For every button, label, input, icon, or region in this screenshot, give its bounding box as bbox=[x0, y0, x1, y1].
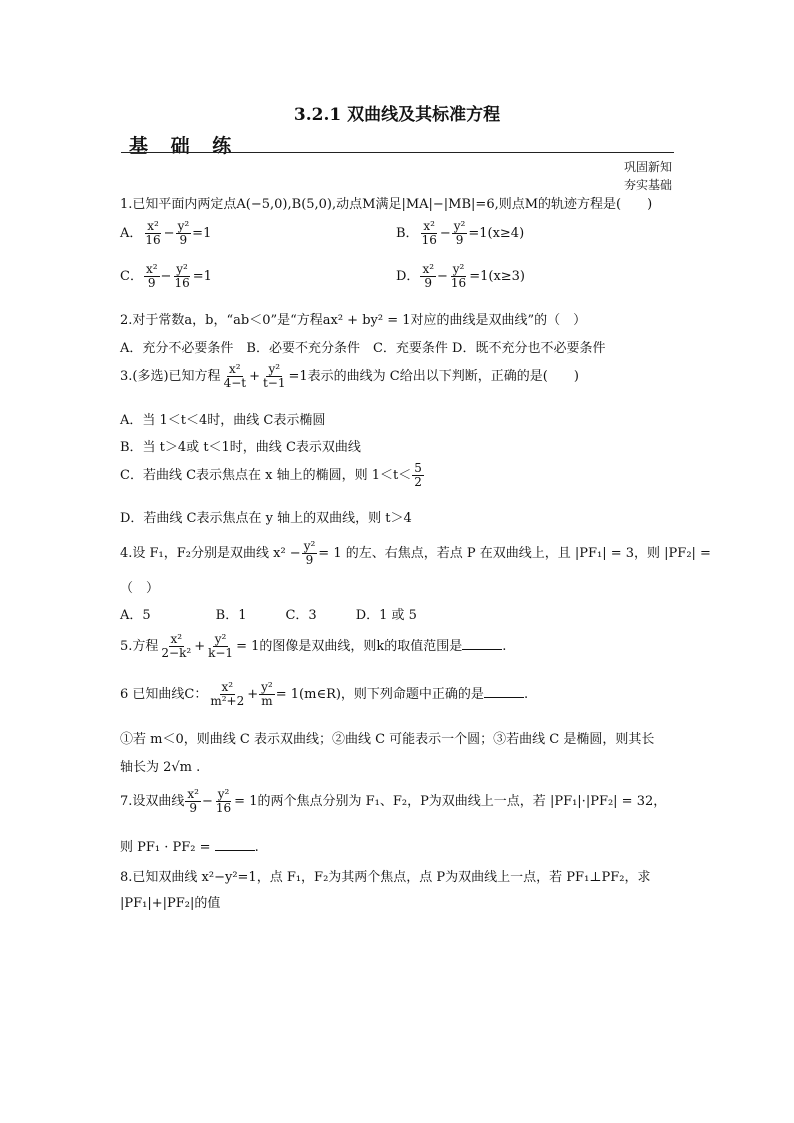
q1-stem: 1.已知平面内两定点A(−5,0),B(5,0),动点M满足|MA|−|MB|=6,则点M的轨迹方程是( ) bbox=[120, 197, 653, 212]
q3-option-a: A．当 1＜t＜4时，曲线 C表示椭圆 bbox=[120, 413, 326, 428]
q2-options: A．充分不必要条件 B．必要不充分条件 C．充要条件 D．既不充分也不必要条件 bbox=[120, 341, 606, 356]
q4-stem: 4.设 F₁，F₂分别是双曲线 x² − $\frac{\text{y²}}{9}$ = 1 的左、右焦点，若点 P 在双曲线上，且 |PF₁| = 3，则 |PF₂| = bbox=[120, 539, 711, 567]
q6-statements-cont: 轴长为 2√m . bbox=[120, 760, 201, 775]
q3-option-c: C．若曲线 C表示焦点在 x 轴上的椭圆，则 1＜t＜ $\frac{5}{2}$ bbox=[120, 461, 422, 489]
q1-option-a: A． $\frac{\text{x²}}{16}$ − $\frac{\text{y²}}{9}$ =1 bbox=[120, 219, 212, 247]
q7-answer-blank bbox=[215, 840, 255, 851]
heading-divider bbox=[121, 152, 674, 153]
q1-option-c: C． $\frac{\text{x²}}{9}$ − $\frac{\text{y²}}{16}$ =1 bbox=[120, 262, 212, 290]
q6-answer-blank bbox=[484, 687, 524, 698]
q6-stem: 6 已知曲线C： $\frac{\text{x²}}{\text{m²+2}}$ + $\frac{\text{y²}}{m}$ = 1(m∈R)，则下列命题中正确的是 . bbox=[120, 680, 529, 708]
tag-consolidate: 巩固新知 bbox=[623, 160, 672, 174]
q8-stem: 8.已知双曲线 x²−y²=1，点 F₁，F₂为其两个焦点，点 P为双曲线上一点，若 PF₁⊥PF₂，求 bbox=[120, 870, 651, 885]
q3-option-d: D．若曲线 C表示焦点在 y 轴上的双曲线，则 t＞4 bbox=[120, 511, 412, 526]
q2-stem: 2.对于常数a，b，“ab＜0”是“方程ax² + by² = 1对应的曲线是双曲线”的（ ） bbox=[120, 313, 587, 328]
q4-options: A．5 B．1 C．3 D．1 或 5 bbox=[120, 608, 417, 623]
q7-stem: 7.设双曲线 $\frac{\text{x²}}{9}$ − $\frac{\text{y²}}{16}$ = 1的两个焦点分别为 F₁、F₂，P为双曲线上一点，若 |PF₁|·|PF₂| = 32， bbox=[120, 787, 667, 815]
q5-answer-blank bbox=[462, 639, 502, 650]
section-heading: 基 础 练 bbox=[129, 135, 240, 157]
q3-stem: 3.(多选)已知方程 $\frac{\text{x²}}{4-t}$ + $\frac{\text{y²}}{t-1}$ =1表示的曲线为 C给出以下判断，正确的是( ) bbox=[120, 362, 579, 390]
q1-option-d: D． $\frac{\text{x²}}{9}$ − $\frac{\text{y²}}{16}$ =1(x≥3) bbox=[396, 262, 526, 290]
q7-answer-line: 则 PF₁ · PF₂ = . bbox=[120, 840, 259, 855]
page-title: 3.2.1 双曲线及其标准方程 bbox=[293, 105, 501, 125]
q8-stem-cont: |PF₁|+|PF₂|的值 bbox=[120, 896, 221, 911]
q6-statements: ①若 m＜0，则曲线 C 表示双曲线；②曲线 C 可能表示一个圆；③若曲线 C 是椭圆，则其长 bbox=[120, 732, 655, 747]
q5-stem: 5.方程 $\frac{\text{x²}}{\text{2−k²}}$ + $\frac{\text{y²}}{k-1}$ = 1的图像是双曲线，则k的取值范围是 . bbox=[120, 632, 507, 660]
q3-option-b: B．当 t＞4或 t＜1时，曲线 C表示双曲线 bbox=[120, 440, 361, 455]
q4-paren: （ ） bbox=[120, 581, 160, 596]
tag-foundation: 夯实基础 bbox=[623, 178, 672, 192]
q1-option-b: B． $\frac{\text{x²}}{16}$ − $\frac{\text{y²}}{9}$ =1(x≥4) bbox=[396, 219, 525, 247]
